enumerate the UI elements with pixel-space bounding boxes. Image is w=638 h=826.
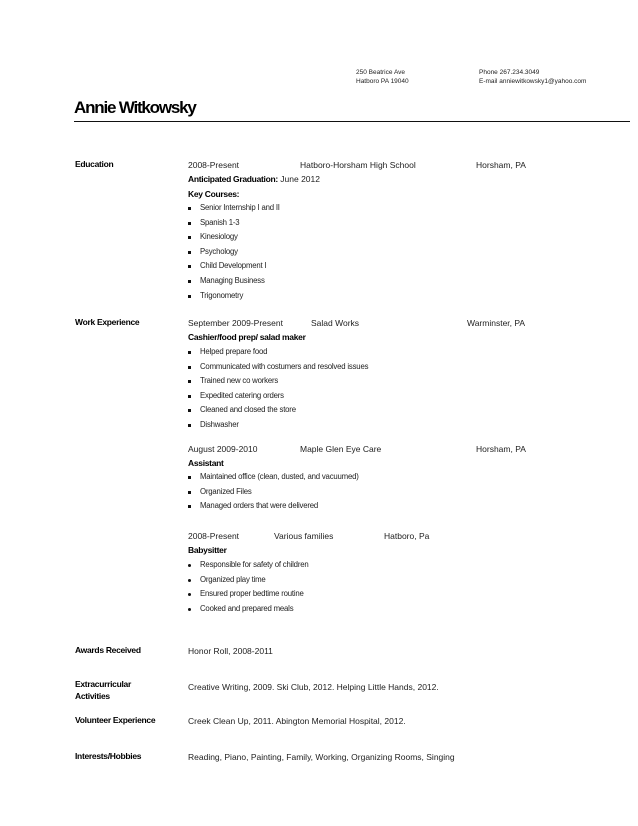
- job-1-location: Warminster, PA: [467, 318, 526, 328]
- anticipated-graduation: [188, 174, 320, 184]
- extracurricular-label-line-2: Activities: [75, 691, 110, 701]
- list-item: Helped prepare food: [187, 345, 368, 360]
- list-item: Managed orders that were delivered: [187, 499, 359, 514]
- job-1-employer: Salad Works: [311, 318, 360, 328]
- list-item: Trigonometry: [187, 289, 280, 304]
- job-2-dates: August 2009-2010: [188, 444, 258, 454]
- extracurricular-text: Creative Writing, 2009. Ski Club, 2012. Helping Little Hands, 2012.: [188, 682, 439, 692]
- education-school: Hatboro-Horsham High School: [300, 160, 416, 170]
- job-3-location: Hatboro, Pa: [384, 531, 430, 541]
- address-line-2: Hatboro PA 19040: [356, 78, 409, 85]
- job-3-dates: 2008-Present: [188, 531, 240, 541]
- list-item: Cooked and prepared meals: [187, 602, 308, 617]
- list-item: Communicated with costumers and resolved issues: [187, 360, 368, 375]
- job-2-title: Assistant: [188, 458, 224, 468]
- job-1-duties: [187, 345, 368, 433]
- interests-label: Interests/Hobbies: [75, 751, 142, 761]
- education-dates: 2008-Present: [188, 160, 240, 170]
- list-item: Psychology: [187, 245, 280, 260]
- list-item: Ensured proper bedtime routine: [187, 587, 308, 602]
- list-item: Child Development I: [187, 259, 280, 274]
- list-item: Dishwasher: [187, 418, 368, 433]
- email-address: E-mail anniewitkowsky1@yahoo.com: [479, 78, 587, 85]
- volunteer-text: Creek Clean Up, 2011. Abington Memorial Hospital, 2012.: [188, 716, 406, 726]
- list-item: Trained new co workers: [187, 374, 368, 389]
- volunteer-label: Volunteer Experience: [75, 715, 156, 725]
- awards-text: Honor Roll, 2008-2011: [188, 646, 273, 656]
- list-item: Organized play time: [187, 573, 308, 588]
- job-2-location: Horsham, PA: [476, 444, 526, 454]
- anticipated-graduation-value: June 2012: [277, 174, 320, 184]
- list-item: Managing Business: [187, 274, 280, 289]
- education-location: Horsham, PA: [476, 160, 526, 170]
- interests-text: Reading, Piano, Painting, Family, Working, Organizing Rooms, Singing: [188, 752, 455, 762]
- list-item: Senior Internship I and II: [187, 201, 280, 216]
- list-item: Kinesiology: [187, 230, 280, 245]
- awards-label: Awards Received: [75, 645, 141, 655]
- job-3-employer: Various families: [274, 531, 334, 541]
- job-1-dates: September 2009-Present: [188, 318, 283, 328]
- list-item: Cleaned and closed the store: [187, 403, 368, 418]
- job-3-duties: [187, 558, 308, 616]
- education-label: Education: [75, 159, 114, 169]
- phone-number: Phone 267.234.3049: [479, 69, 540, 76]
- job-1-title: Cashier/food prep/ salad maker: [188, 332, 306, 342]
- list-item: Expedited catering orders: [187, 389, 368, 404]
- anticipated-graduation-label: Anticipated Graduation:: [188, 174, 278, 184]
- job-2-employer: Maple Glen Eye Care: [300, 444, 382, 454]
- list-item: Responsible for safety of children: [187, 558, 308, 573]
- key-courses-label: Key Courses:: [188, 189, 240, 199]
- job-2-duties: [187, 470, 359, 514]
- courses-list: [187, 201, 280, 303]
- list-item: Maintained office (clean, dusted, and vacuumed): [187, 470, 359, 485]
- address-line-1: 250 Beatrice Ave: [356, 69, 406, 76]
- applicant-name: Annie Witkowsky: [74, 98, 196, 117]
- list-item: Spanish 1-3: [187, 216, 280, 231]
- work-experience-label: Work Experience: [75, 317, 140, 327]
- job-3-title: Babysitter: [188, 545, 227, 555]
- list-item: Organized Files: [187, 485, 359, 500]
- extracurricular-label-line-1: Extracurricular: [75, 679, 131, 689]
- header-divider: [74, 121, 630, 122]
